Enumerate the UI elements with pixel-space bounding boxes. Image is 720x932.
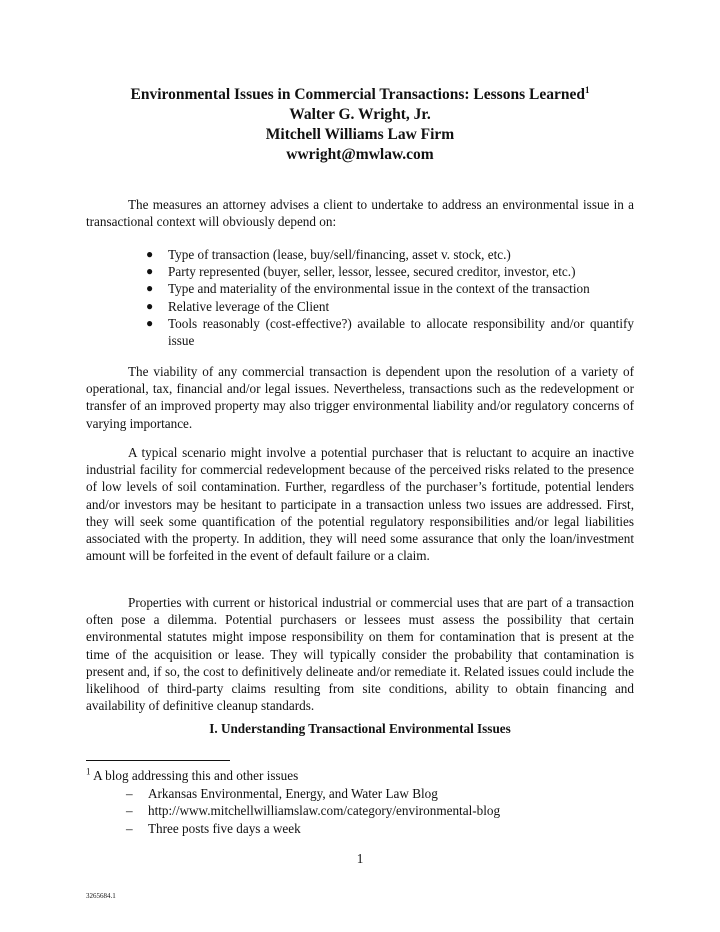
bullet-icon: ● <box>146 315 154 330</box>
bullet-icon: ● <box>146 264 154 279</box>
author-name: Walter G. Wright, Jr. <box>289 106 431 123</box>
body-paragraph: A typical scenario might involve a potential purchaser that is reluctant to acquire an inactive industrial facility for commercial redevelopment because of the perceived risks related to the presence of low levels of soil contamination. Further, regardless of the purchaser’s fortitude, potential lenders and/or investors may be hesitant to participate in a transaction unless two issues are addressed. First, they will seek some quantification of the potential regulatory responsibilities and/or legal liabilities associated with the property. In addition, they will need some assurance that only the loan/investment amount will be forfeited in the event of default failure or a claim. <box>86 445 634 564</box>
dash-icon: – <box>126 820 133 836</box>
body-paragraph: Properties with current or historical industrial or commercial uses that are part of a transaction often pose a dilemma. Potential purchasers or lessees must assess the possibility that certain environmental statutes might impose responsibility on them for contamination that is present at the time of the acquisition or lease. They will typically consider the probability that contamination is present and, if so, the cost to definitively delineate and/or remediate it. Related issues could include the likelihood of third-party claims resulting from site conditions, ability to obtain financing and availability of definitive cleanup standards. <box>86 595 634 714</box>
author-email: wwright@mwlaw.com <box>286 146 434 163</box>
body-paragraph: The viability of any commercial transaction is dependent upon the resolution of a variety of operational, tax, financial and/or legal issues. Nevertheless, transactions such as the redevelopment or transfer of an improved property may also trigger environmental liability and/or regulatory concerns of varying importance. <box>86 364 634 431</box>
firm-name: Mitchell Williams Law Firm <box>265 126 455 143</box>
list-item: ● Relative leverage of the Client <box>146 298 330 314</box>
title-footnote-mark: 1 <box>584 84 590 95</box>
list-item: ● Type of transaction (lease, buy/sell/financing, asset v. stock, etc.) <box>146 247 511 262</box>
list-item: – Arkansas Environmental, Energy, and Water Law Blog <box>126 785 438 801</box>
page-number: 1 <box>356 851 364 866</box>
dash-icon: – <box>126 785 133 801</box>
footnote-text: $^1$ A blog addressing this and other issues <box>86 766 299 783</box>
list-item: ● Party represented (buyer, seller, lessor, lessee, secured creditor, investor, etc.) <box>146 264 576 280</box>
list-item: ● Type and materiality of the environmental issue in the context of the transaction <box>146 281 590 297</box>
document-id: 3265684.1 <box>86 892 116 900</box>
footnote-list <box>86 785 646 838</box>
list-item: – http://www.mitchellwilliamslaw.com/category/environmental-blog <box>126 803 501 818</box>
bullet-icon: ● <box>146 298 154 313</box>
footnote <box>86 767 646 837</box>
document-title: Environmental Issues in Commercial Transactions: Lessons Learned$^1$ <box>130 84 590 103</box>
list-item: – Three posts five days a week <box>126 820 301 836</box>
footnote-mark: 1 <box>86 766 91 777</box>
bullet-icon: ● <box>146 247 154 261</box>
dash-icon: – <box>126 803 133 818</box>
bullet-list <box>144 246 634 349</box>
footnote-separator <box>86 760 230 761</box>
intro-paragraph: The measures an attorney advises a client to undertake to address an environmental issue in a transactional context will obviously depend on: <box>86 197 634 230</box>
section-heading: I. Understanding Transactional Environmental Issues <box>209 721 511 736</box>
title-block <box>86 85 634 165</box>
list-item: ● Tools reasonably (cost-effective?) available to allocate responsibility and/or quantify issue <box>146 315 634 349</box>
bullet-icon: ● <box>146 281 154 296</box>
